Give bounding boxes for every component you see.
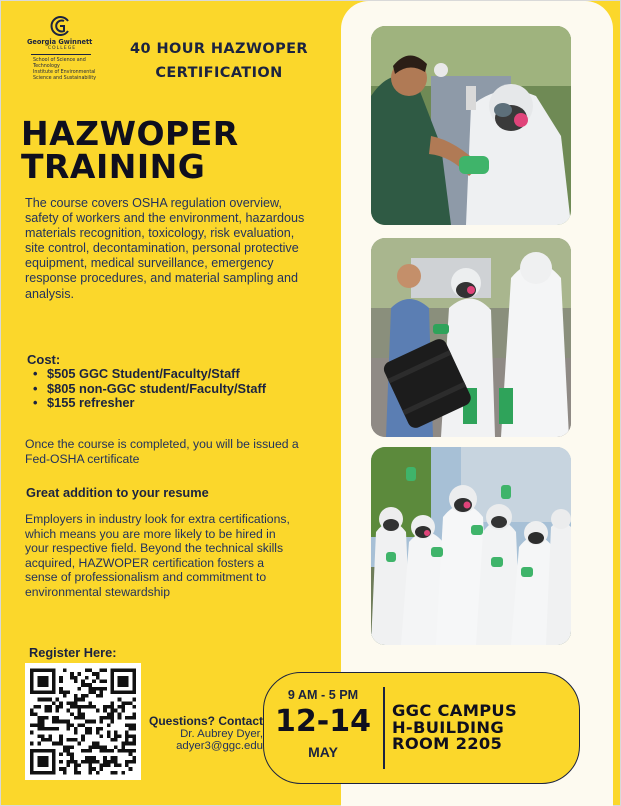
cost-label: Cost: xyxy=(27,352,61,367)
location-line-3: ROOM 2205 xyxy=(392,734,503,753)
ggc-logo-icon xyxy=(49,15,71,37)
certificate-note: Once the course is completed, you will be issued a Fed-OSHA certificate xyxy=(25,437,299,466)
event-month: MAY xyxy=(308,744,338,760)
event-dates: 12-14 xyxy=(275,704,371,739)
qr-code[interactable] xyxy=(25,663,141,780)
logo-institute: Institute of Environmental Science and Sustainability xyxy=(33,70,97,81)
questions-heading: Questions? Contact xyxy=(148,714,263,728)
contact-name: Dr. Aubrey Dyer, xyxy=(180,728,263,740)
event-time: 9 AM - 5 PM xyxy=(287,688,359,702)
register-label: Register Here: xyxy=(29,645,117,660)
location-line-2: H-BUILDING xyxy=(392,717,505,737)
logo-school: School of Science and Technology xyxy=(33,58,86,69)
logo-college: COLLEGE xyxy=(47,46,77,51)
course-description: The course covers OSHA regulation overview, safety of workers and the environment, hazardous materials recognition, toxicology, risk evaluation, site control, decontamination, personal protective equipment, medical surveillance, emergency response procedures, and material sampling and analysis. xyxy=(25,196,305,301)
resume-heading: Great addition to your resume xyxy=(26,485,209,500)
logo-divider xyxy=(31,54,91,55)
cost-list xyxy=(31,367,321,411)
page-title xyxy=(21,114,239,186)
contact-email[interactable]: adyer3@ggc.edu xyxy=(176,740,263,752)
photo-group xyxy=(371,447,571,645)
photo-suit-fitting xyxy=(371,26,571,225)
contact-info xyxy=(145,714,263,752)
logo-name: Georgia Gwinnett xyxy=(27,38,93,46)
event-info-box xyxy=(263,672,580,784)
photo-drum-handling xyxy=(371,238,571,437)
info-divider xyxy=(383,687,385,769)
certification-title: 40 HOUR HAZWOPER CERTIFICATION xyxy=(130,41,308,81)
event-location xyxy=(392,703,572,753)
employers-paragraph: Employers in industry look for extra certifications, which means you are more likely to be hired in your respective field. Beyond the technical skills acquired, HAZWOPER certification fosters a sense of professionalism and commitment to environmental stewardship xyxy=(25,512,290,599)
title-line-2: TRAINING xyxy=(21,147,206,186)
cost-item: • $155 refresher xyxy=(31,396,321,411)
qr-code-icon xyxy=(30,668,136,775)
cost-item: • $805 non-GGC student/Faculty/Staff xyxy=(31,382,321,397)
cost-item: • $505 GGC Student/Faculty/Staff xyxy=(31,367,321,382)
ggc-logo xyxy=(27,15,107,82)
title-line-1: HAZWOPER xyxy=(21,114,239,153)
location-line-1: GGC CAMPUS xyxy=(392,701,517,720)
